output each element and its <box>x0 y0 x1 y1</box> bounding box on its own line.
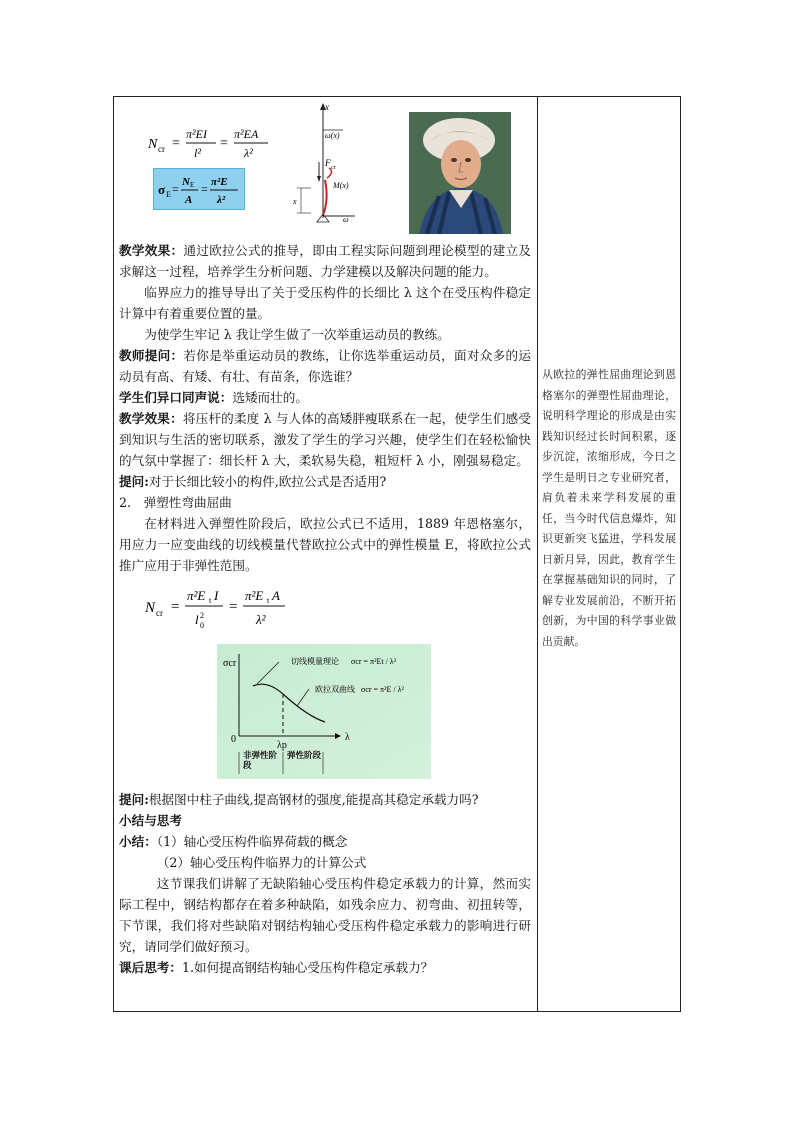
omega-label: ω <box>343 215 349 224</box>
svg-text:π²EI: π²EI <box>186 127 207 141</box>
summary-paragraph: 这节课我们讲解了无缺陷轴心受压构件稳定承载力的计算，然而实际工程中，钢结构都存在着多种缺陷，如残余应力、初弯曲、初扭转等，下节课，我们将对些缺陷对钢结构轴心受压构件稳定承载力的影响进行研究，请同学们做好预习。 <box>119 876 531 954</box>
homework <box>119 957 531 978</box>
summary-title: 小结与思考 <box>119 813 182 828</box>
svg-text:=: = <box>172 182 179 196</box>
omega-x-label: ω(x) <box>325 131 340 140</box>
side-note-column <box>542 365 676 652</box>
zone-elastic: 弹性阶段 <box>287 750 321 760</box>
summary-item-1: （1）轴心受压构件临界荷载的概念 <box>156 834 348 849</box>
x-dim-label: x <box>293 197 297 206</box>
svg-text:t: t <box>209 596 212 605</box>
svg-text:0: 0 <box>200 621 204 630</box>
svg-text:π²EA: π²EA <box>234 127 259 141</box>
teaching-effect-2 <box>119 408 531 471</box>
svg-text:cr: cr <box>156 608 163 618</box>
svg-text:N: N <box>148 137 158 152</box>
svg-text:N: N <box>182 176 190 188</box>
lambda-p-label: λp <box>277 740 287 751</box>
column-divider <box>537 96 538 1012</box>
svg-text:N: N <box>145 600 156 616</box>
coach-paragraph: 为使学生牢记 λ 我让学生做了一次举重运动员的教练。 <box>144 327 450 342</box>
svg-text:σ: σ <box>158 182 166 197</box>
svg-text:λ²: λ² <box>217 194 226 206</box>
zone-inelastic: 非弹性阶段 <box>243 750 278 770</box>
svg-text:l²: l² <box>194 146 201 160</box>
formula-tangent-modulus <box>143 582 323 634</box>
svg-text:A: A <box>272 588 280 603</box>
euler-portrait-image <box>409 112 511 234</box>
teaching-effect-1 <box>119 240 531 282</box>
svg-text:=: = <box>172 136 180 151</box>
svg-text:E: E <box>166 190 171 199</box>
students-answer <box>119 387 531 408</box>
side-note-text: 从欧拉的弹性屈曲理论到恩格塞尔的弹塑性屈曲理论，说明科学理论的形成是由实践知识经过长时间积累，逐步沉淀，浓缩形成，今日之学生是明日之专业研究者，肩负着未来学科发展的重任，当今时代信息爆炸，知识更新突飞猛进，学科发展日新月异，因此，教育学生在掌握基础知识的同时，了解专业发展前沿，不断开拓创新，为中国的科学事业做出贡献。 <box>542 368 676 648</box>
question-1 <box>119 471 531 492</box>
question-2 <box>119 789 531 810</box>
svg-text:I: I <box>214 588 219 603</box>
lambda-paragraph: 临界应力的推导导出了关于受压构件的长细比 λ 这个在受压构件稳定计算中有着重要位置的量。 <box>119 285 531 321</box>
force-label: F <box>325 158 331 168</box>
section-2-title: 2. 弹塑性弯曲屈曲 <box>119 495 232 510</box>
svg-text:A: A <box>185 194 193 206</box>
svg-text:t: t <box>267 596 270 605</box>
question-1-text: 对于长细比较小的构件,欧拉公式是否适用? <box>148 474 387 489</box>
teaching-effect-label: 教学效果： <box>119 243 184 258</box>
formula-sigma-box <box>153 168 245 210</box>
teacher-question-text: 若你是举重运动员的教练，让你选举重运动员，面对众多的运动员有高、有矮、有壮、有苗条，你选谁？ <box>119 348 532 384</box>
top-figures <box>119 100 531 240</box>
teaching-effect-2-label: 教学效果： <box>119 411 183 426</box>
question-2-text: 根据图中柱子曲线,提高钢材的强度,能提高其稳定承载力吗? <box>148 792 479 807</box>
curve-origin: 0 <box>231 734 236 745</box>
axis-x-label: x <box>325 102 329 112</box>
svg-text:2: 2 <box>200 611 204 620</box>
teaching-effect-text: 通过欧拉公式的推导，即由工程实际问题到理论模型的建立及求解这一过程，培养学生分析问题、力学建模以及解决问题的能力。 <box>119 243 532 279</box>
svg-text:π²E: π²E <box>187 588 206 603</box>
formula-sigma <box>154 169 244 209</box>
svg-text:λ²: λ² <box>244 146 253 160</box>
main-column <box>119 100 531 978</box>
tangent-theory-label: 切线模量理论 <box>291 657 339 666</box>
formula-ncr <box>146 122 276 162</box>
homework-text: 1.如何提高钢结构轴心受压构件稳定承载力？ <box>181 960 434 975</box>
euler-hyperbola-label: 欧拉双曲线 <box>315 685 355 694</box>
engesser-paragraph: 在材料进入弹塑性阶段后，欧拉公式已不适用，1889 年恩格塞尔，用应力一应变曲线的切线模量代替欧拉公式中的弹性模量 E，将欧拉公式推广应用于非弹性范围。 <box>119 516 531 573</box>
column-curve-figure <box>217 644 431 779</box>
teacher-question <box>119 345 531 387</box>
question-1-label: 提问: <box>119 474 149 489</box>
summary-item-2: （2）轴心受压构件临界力的计算公式 <box>156 855 367 870</box>
svg-text:cr: cr <box>158 144 165 154</box>
teaching-effect-2-text: 将压杆的柔度 λ 与人体的高矮胖瘦联系在一起，使学生们感受到知识与生活的密切联系，激发了学生的学习兴趣，使学生们在轻松愉快的气氛中掌握了：细长杆 λ 大，柔软易失稳，粗短杆 λ 小，刚强易稳定。 <box>119 411 531 468</box>
students-answer-text: 选矮而壮的。 <box>232 390 308 405</box>
force-sub-label: cr <box>331 165 336 171</box>
svg-text:π²E: π²E <box>245 588 264 603</box>
column-buckling-diagram <box>283 100 363 225</box>
students-answer-label: 学生们异口同声说： <box>119 390 233 405</box>
summary-line-1 <box>119 831 531 852</box>
summary-label: 小结： <box>119 834 157 849</box>
euler-formula: σcr = π²E / λ² <box>361 685 404 694</box>
curve-y-label: σcr <box>223 658 237 669</box>
svg-text:=: = <box>201 182 208 196</box>
svg-text:λ²: λ² <box>256 612 266 627</box>
svg-text:=: = <box>229 599 238 615</box>
svg-text:=: = <box>220 136 228 151</box>
tangent-formula: σcr = π²Et / λ² <box>351 657 397 666</box>
teacher-question-label: 教师提问： <box>119 348 184 363</box>
svg-text:=: = <box>171 599 180 615</box>
svg-text:l: l <box>195 612 199 627</box>
curve-x-label: λ <box>345 732 350 743</box>
question-2-label: 提问: <box>119 792 149 807</box>
moment-label: M(x) <box>333 181 349 190</box>
svg-text:E: E <box>190 181 195 189</box>
svg-text:π²E: π²E <box>211 176 228 188</box>
homework-label: 课后思考： <box>119 960 182 975</box>
